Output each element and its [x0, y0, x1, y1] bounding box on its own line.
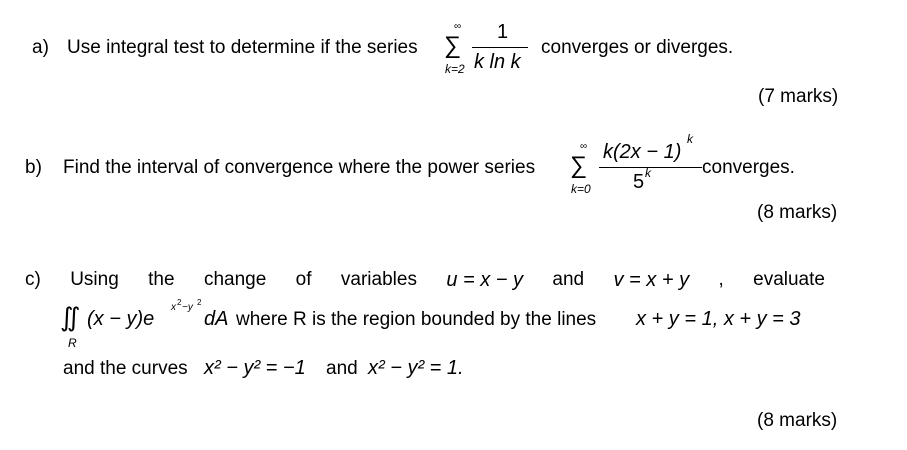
question-b-text: Find the interval of convergence where the power series [63, 157, 536, 178]
sum-b-lower: k=0 [571, 182, 591, 196]
question-a-text-after: converges or diverges. [541, 37, 734, 58]
integral-region-label: R [68, 336, 77, 350]
question-c-word: evaluate [753, 269, 825, 290]
question-c-and: and [326, 358, 358, 379]
question-c-word: Using [70, 269, 119, 290]
question-b-label: b) [25, 157, 42, 178]
exponent-y-squared: 2 [197, 298, 202, 307]
question-a-label: a) [32, 37, 49, 58]
fraction-b-numerator-exponent: k [687, 132, 693, 146]
sum-b-upper: ∞ [580, 141, 588, 152]
question-c-marks: (8 marks) [757, 410, 838, 431]
question-c-word: variables [340, 269, 417, 290]
boundary-lines: x + y = 1, x + y = 3 [636, 308, 801, 330]
exponent-x-squared: 2 [177, 298, 182, 307]
integrand: (x − y)e [87, 308, 155, 330]
sum-a-lower: k=2 [445, 62, 465, 76]
question-a-marks: (7 marks) [758, 86, 839, 107]
boundary-curve-1: x² − y² = −1 [204, 357, 306, 379]
question-c-word: the [148, 269, 175, 290]
boundary-curve-2: x² − y² = 1. [368, 357, 464, 379]
question-c-word: and [552, 269, 585, 290]
question-c-word: of [295, 269, 312, 290]
exponent-x: x [171, 302, 176, 313]
fraction-a-bar [472, 47, 528, 48]
question-c-line-1 [25, 268, 825, 292]
sum-a-upper: ∞ [454, 21, 462, 32]
question-b-text-after: converges. [702, 157, 795, 178]
exponent-minus-y: −y [182, 302, 193, 313]
double-integral-icon: ∬ [60, 302, 81, 332]
question-a-text: Use integral test to determine if the series [67, 37, 418, 58]
question-c-label: c) [25, 269, 41, 290]
question-c-word: change [203, 269, 267, 290]
variable-v-definition: v = x + y [613, 269, 690, 291]
fraction-b-denominator: 5 [633, 171, 645, 193]
fraction-b-denominator-exponent: k [645, 166, 651, 180]
question-c-line-2-text: where R is the region bounded by the lines [236, 309, 597, 330]
fraction-a-numerator: 1 [497, 21, 509, 43]
variable-u-definition: u = x − y [446, 269, 524, 291]
question-c-comma: , [718, 269, 724, 290]
question-c-line-3-text: and the curves [63, 358, 188, 379]
sigma-icon: ∑ [444, 32, 462, 59]
sigma-icon: ∑ [570, 152, 588, 179]
fraction-b-numerator: k(2x − 1) [603, 141, 682, 163]
area-element: dA [204, 308, 229, 330]
fraction-a-denominator: k ln k [474, 51, 521, 73]
question-b-marks: (8 marks) [757, 202, 838, 223]
